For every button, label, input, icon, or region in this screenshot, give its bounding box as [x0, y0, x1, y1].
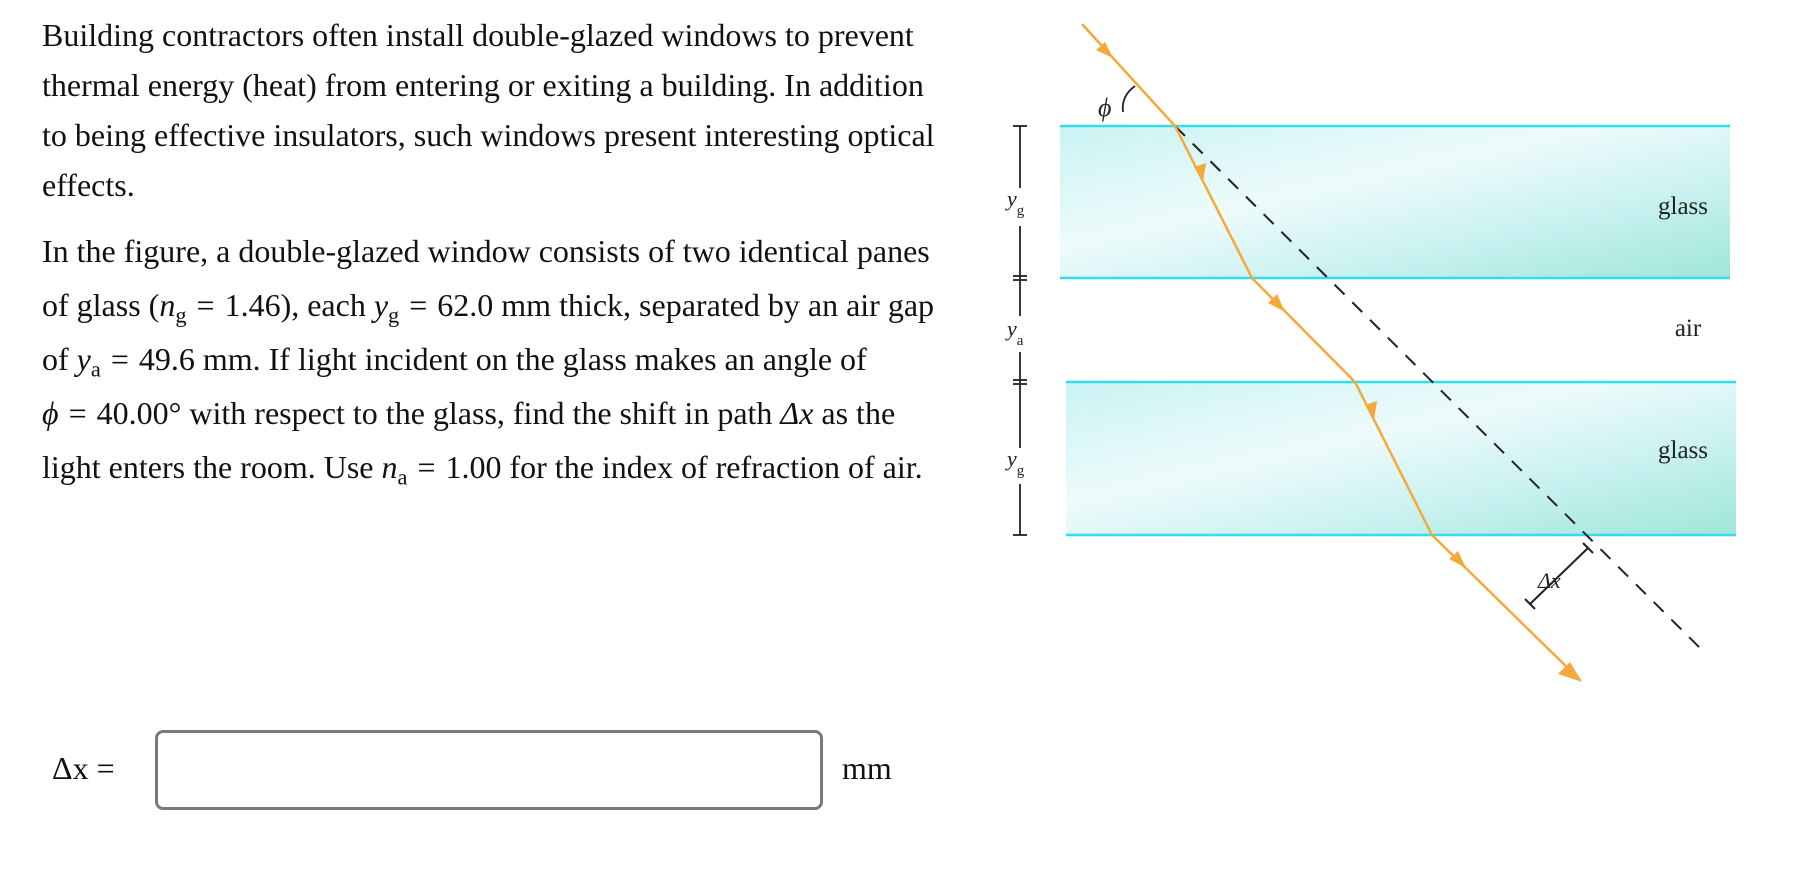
a-subscript: a [1016, 333, 1024, 349]
g-subscript: g [175, 302, 187, 328]
light-ray [1082, 24, 1580, 680]
yg-label-bottom [1005, 446, 1025, 479]
y-symbol: y [1007, 446, 1017, 471]
na-symbol [381, 449, 408, 490]
phi-label: ϕ [1098, 93, 1112, 122]
respect-text: with respect to the glass, find the shift in path [189, 395, 781, 431]
yg-label-top [1005, 186, 1025, 219]
y-symbol: y [1007, 316, 1017, 341]
answer-unit: mm [842, 750, 892, 786]
phi-angle-arc [1123, 86, 1135, 112]
p2-intro-text: In the figure, a double-glazed window consists of two identical panes of glass ( [42, 233, 930, 323]
answer-input[interactable] [155, 730, 823, 810]
answer-row [52, 730, 952, 814]
equals-sign: = [110, 341, 129, 377]
equals-sign: = [68, 395, 87, 431]
delta-x-symbol: Δx [780, 395, 814, 431]
equals-sign: = [196, 287, 215, 323]
equals-sign: = [417, 449, 436, 485]
g-subscript: g [388, 302, 400, 328]
g-subscript: g [1016, 463, 1025, 479]
phi-value: 40.00° [96, 395, 190, 431]
yg-symbol [373, 287, 400, 328]
y-symbol: y [373, 287, 389, 323]
answer-label: Δx = [52, 750, 115, 786]
na-value: 1.00 [445, 449, 502, 485]
ya-label [1005, 316, 1024, 349]
ng-symbol [159, 287, 187, 328]
yg-value: 62.0 mm [437, 287, 552, 323]
glass-label-bottom: glass [1658, 437, 1708, 464]
phi-symbol: ϕ [42, 395, 59, 431]
glass-pane-bottom [1066, 382, 1736, 535]
window-diagram [990, 0, 1750, 720]
n-symbol: n [159, 287, 176, 323]
delta-x-label: Δx [1538, 568, 1561, 593]
end-text: for the index of refraction of air. [501, 449, 923, 485]
y-symbol: y [1007, 186, 1017, 211]
each-text: ), each [280, 287, 374, 323]
question-paragraph-1: Building contractors often install double-glazed windows to prevent thermal energy (heat) from entering or exiting a building. In addition to being effective insulators, such windows present interesting optical effects. [42, 17, 935, 203]
a-subscript: a [90, 356, 101, 382]
arrowhead-incident-icon [1096, 42, 1113, 58]
a-subscript: a [397, 464, 408, 490]
n-symbol: n [381, 449, 398, 485]
enters-text: as the light enters the room. Use [42, 395, 896, 485]
ya-symbol [76, 341, 101, 382]
glass-label-top: glass [1658, 193, 1708, 220]
incident-text: . If light incident on the glass makes an angle of [252, 341, 867, 377]
equals-sign: = [409, 287, 428, 323]
thick-text: thick, separated by an air gap of [42, 287, 935, 377]
g-subscript: g [1016, 203, 1025, 219]
question-text [42, 10, 942, 494]
arrowhead-exit2-icon [1558, 662, 1582, 682]
ng-value: 1.46 [224, 287, 281, 323]
y-symbol: y [76, 341, 91, 377]
air-label: air [1674, 315, 1702, 342]
glass-pane-top [1060, 126, 1730, 278]
question-paragraph-2 [42, 224, 942, 494]
ya-value: 49.6 mm [138, 341, 253, 377]
